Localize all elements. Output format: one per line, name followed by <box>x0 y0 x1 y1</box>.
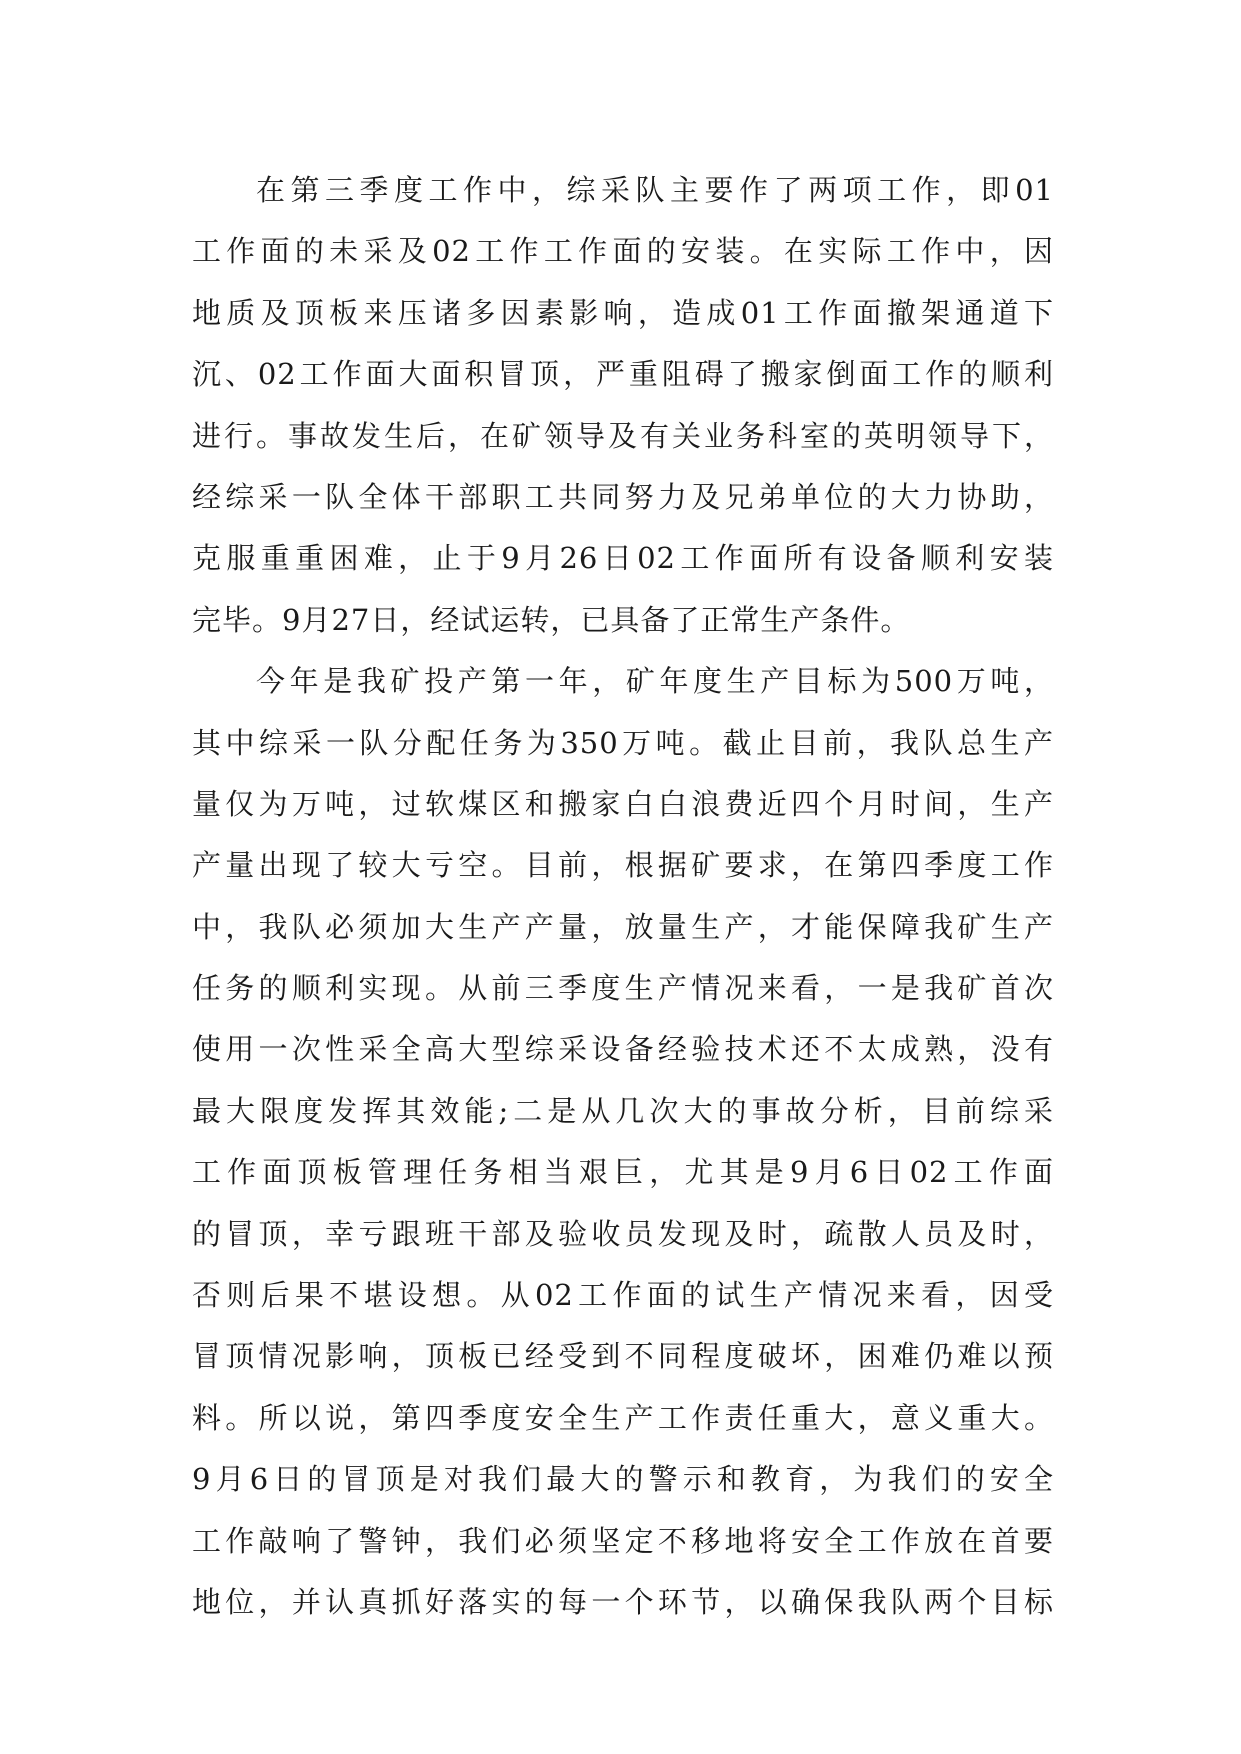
body-text <box>192 160 1054 1633</box>
text-line: 使用一次性采全高大型综采设备经验技术还不太成熟，没有 <box>192 1032 1054 1067</box>
text-line: 今年是我矿投产第一年，矿年度生产目标为500万吨， <box>256 664 1054 699</box>
text-line: 量仅为万吨，过软煤区和搬家白白浪费近四个月时间，生产 <box>192 786 1054 821</box>
text-line: 中，我队必须加大生产产量，放量生产，才能保障我矿生产 <box>192 909 1054 944</box>
text-line: 克服重重困难，止于9月26日02工作面所有设备顺利安装 <box>192 541 1054 576</box>
text-line: 的冒顶，幸亏跟班干部及验收员发现及时，疏散人员及时， <box>192 1216 1054 1251</box>
text-line: 工作敲响了警钟，我们必须坚定不移地将安全工作放在首要 <box>192 1523 1054 1558</box>
text-line: 进行。事故发生后，在矿领导及有关业务科室的英明领导下， <box>192 418 1054 453</box>
text-line: 最大限度发挥其效能;二是从几次大的事故分析，目前综采 <box>192 1093 1054 1128</box>
text-line: 料。所以说，第四季度安全生产工作责任重大，意义重大。 <box>192 1400 1054 1435</box>
text-line: 工作面顶板管理任务相当艰巨，尤其是9月6日02工作面 <box>192 1155 1054 1190</box>
text-line: 否则后果不堪设想。从02工作面的试生产情况来看，因受 <box>192 1278 1054 1313</box>
paragraph-1 <box>192 160 1054 651</box>
text-line: 冒顶情况影响，顶板已经受到不同程度破坏，困难仍难以预 <box>192 1339 1054 1374</box>
text-line: 沉、02工作面大面积冒顶，严重阻碍了搬家倒面工作的顺利 <box>192 357 1054 392</box>
text-line: 产量出现了较大亏空。目前，根据矿要求，在第四季度工作 <box>192 848 1054 883</box>
text-line: 任务的顺利实现。从前三季度生产情况来看，一是我矿首次 <box>192 971 1054 1006</box>
paragraph-2 <box>192 651 1054 1633</box>
text-line: 9月6日的冒顶是对我们最大的警示和教育，为我们的安全 <box>192 1462 1054 1497</box>
text-line: 工作面的未采及02工作工作面的安装。在实际工作中，因 <box>192 234 1054 269</box>
text-line: 地质及顶板来压诸多因素影响，造成01工作面撤架通道下 <box>192 295 1054 330</box>
text-line: 其中综采一队分配任务为350万吨。截止目前，我队总生产 <box>192 725 1054 760</box>
text-line: 完毕。9月27日，经试运转，已具备了正常生产条件。 <box>192 602 911 637</box>
text-line: 在第三季度工作中，综采队主要作了两项工作，即01 <box>256 173 1054 207</box>
text-line: 经综采一队全体干部职工共同努力及兄弟单位的大力协助， <box>192 479 1054 514</box>
text-line: 地位，并认真抓好落实的每一个环节，以确保我队两个目标 <box>192 1584 1054 1619</box>
